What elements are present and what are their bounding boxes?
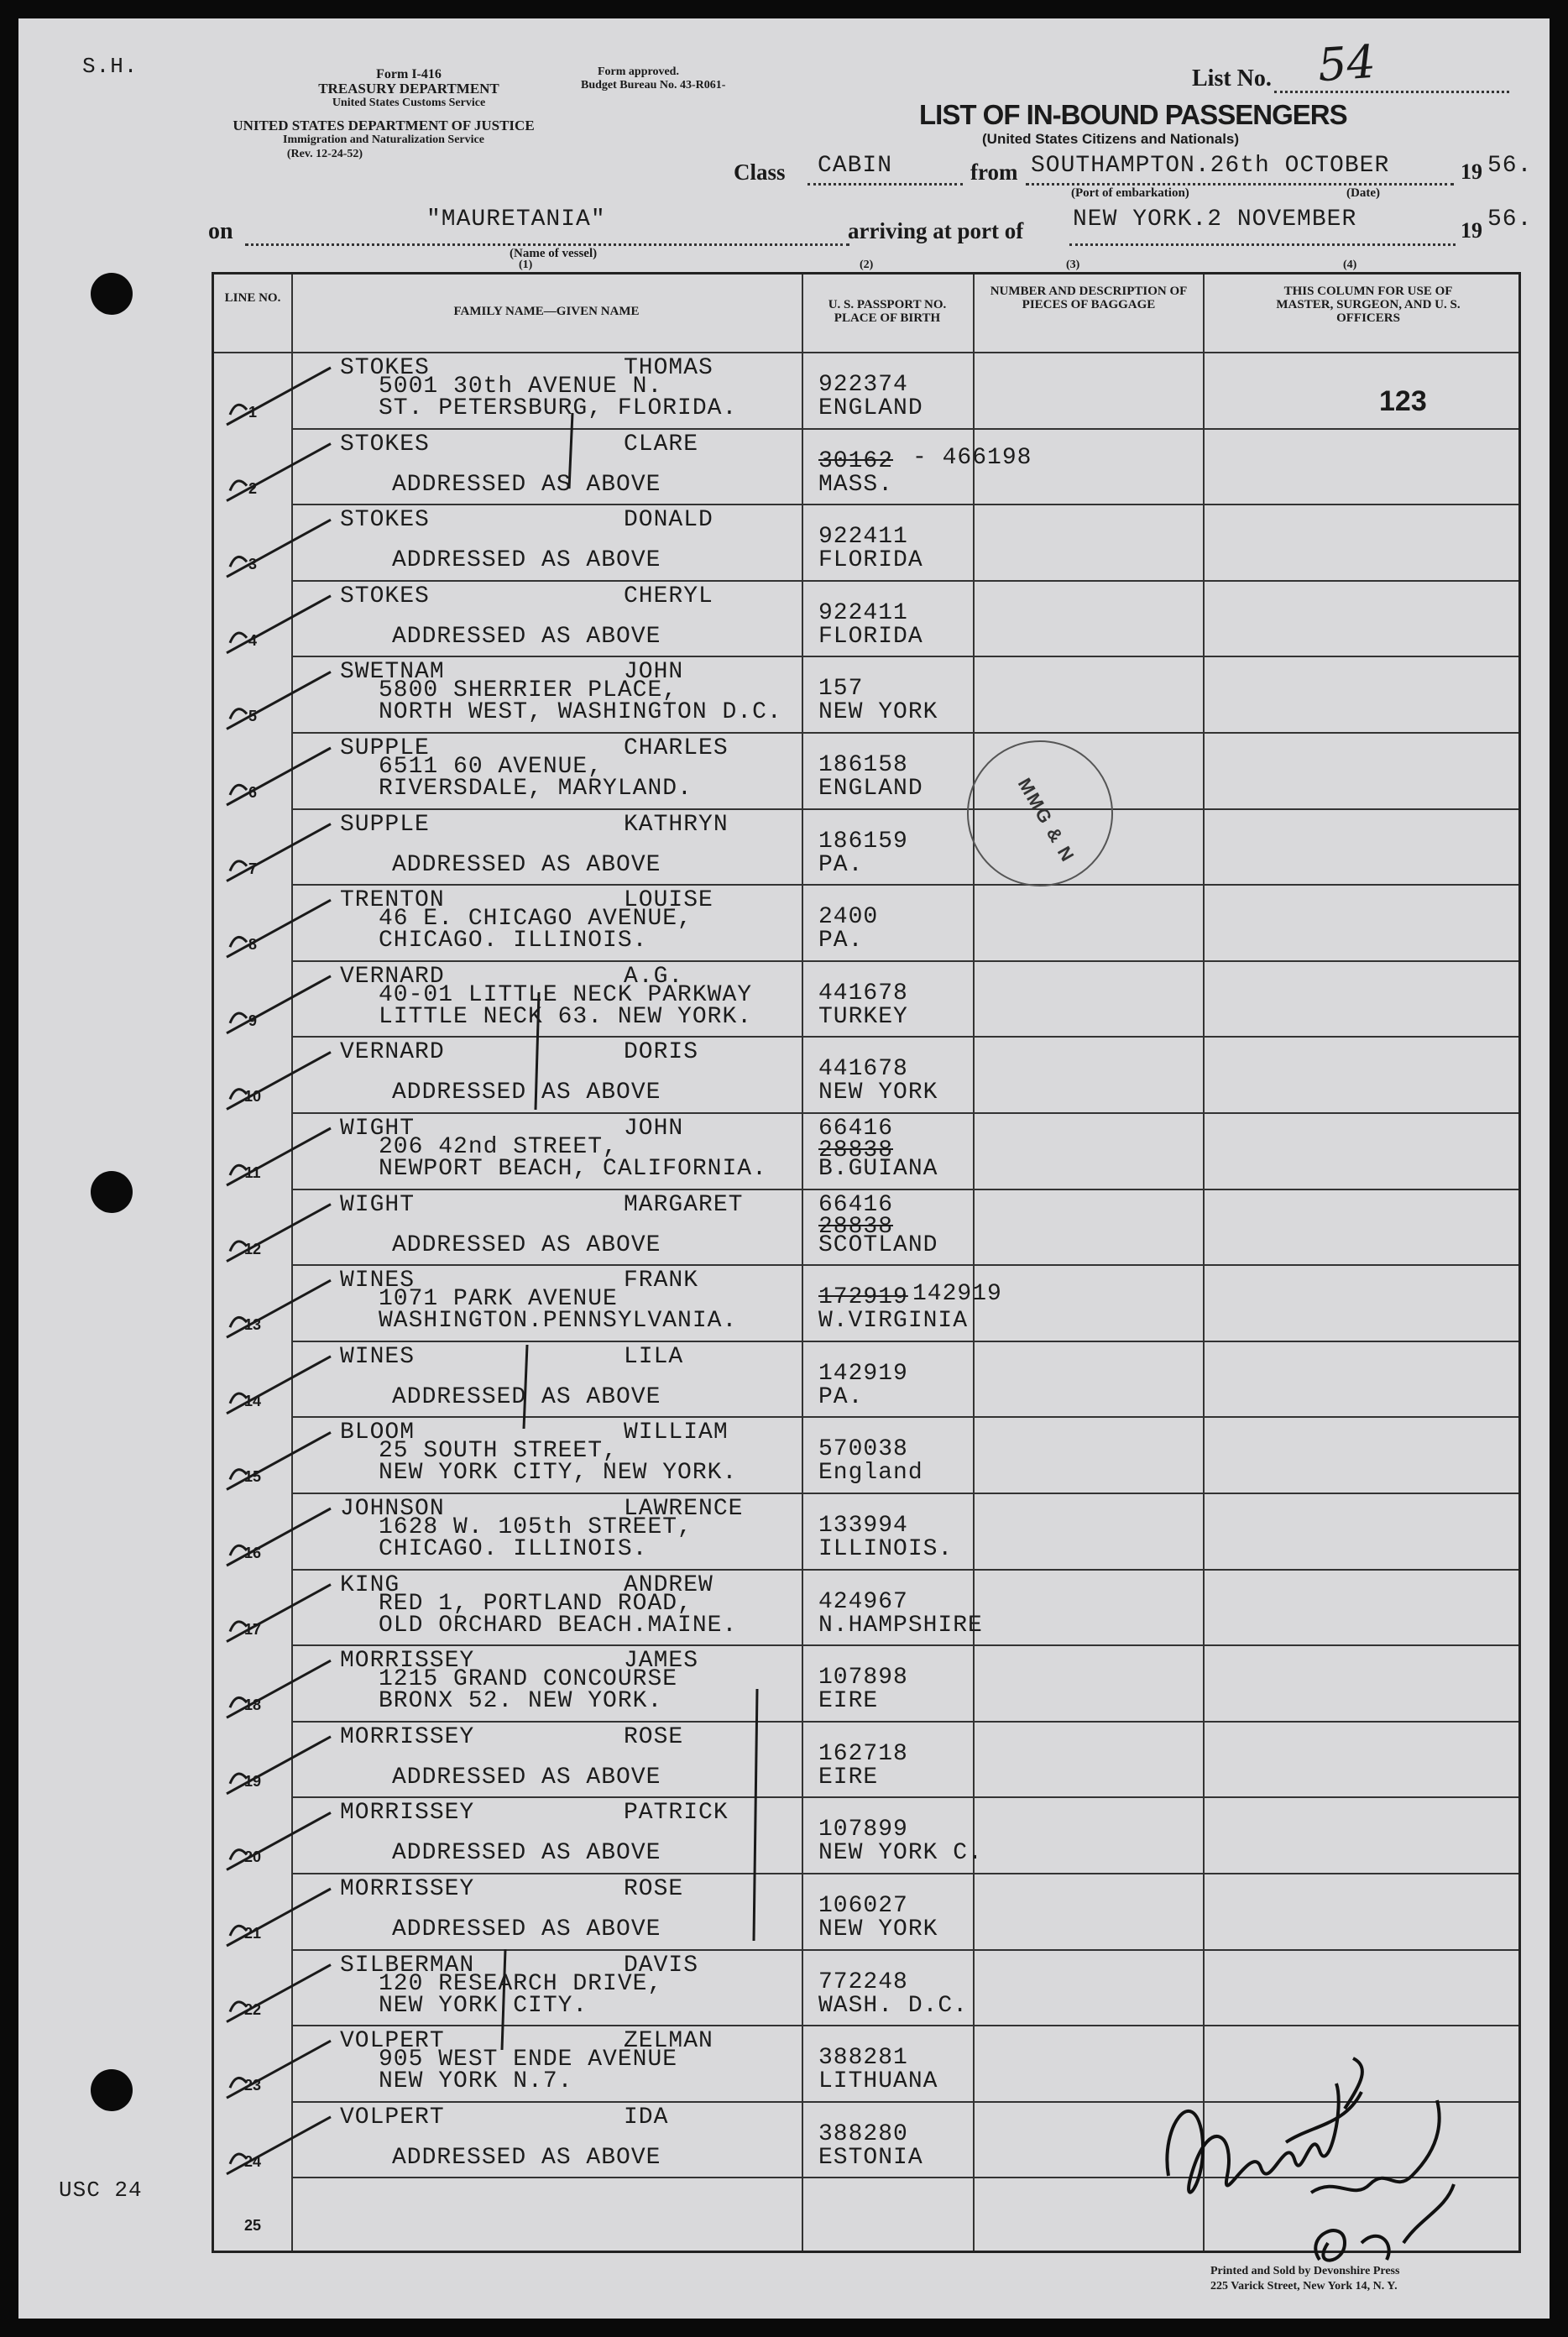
given-name: LAWRENCE — [624, 1496, 744, 1522]
family-name: SUPPLE — [340, 735, 430, 761]
family-name: MORRISSEY — [340, 1723, 475, 1750]
place-of-birth: ENGLAND — [818, 776, 923, 802]
check-mark — [227, 368, 331, 425]
page-title: LIST OF IN-BOUND PASSENGERS — [919, 99, 1347, 130]
given-name: WILLIAM — [624, 1419, 729, 1446]
address-line-1: 40-01 LITTLE NECK PARKWAY — [379, 981, 753, 1008]
address-line-2: NORTH WEST, WASHINGTON D.C. — [379, 699, 782, 726]
check-mark — [227, 2041, 331, 2098]
passport-number: 142919 — [818, 1360, 908, 1387]
passport-number: 922411 — [818, 599, 908, 626]
line-number: 1 — [248, 404, 257, 421]
address-line-2: ADDRESSED AS ABOVE — [392, 1840, 661, 1867]
passport-struck: 28838 — [818, 1213, 894, 1240]
line-number: 25 — [243, 2217, 262, 2235]
line-number: 3 — [248, 556, 257, 573]
place-of-birth: England — [818, 1460, 923, 1487]
address-line-2: OLD ORCHARD BEACH.MAINE. — [379, 1612, 738, 1639]
line-number: 21 — [243, 1925, 262, 1942]
vessel-name: "MAURETANIA" — [426, 207, 606, 233]
address-line-1: 46 E. CHICAGO AVENUE, — [379, 906, 693, 933]
family-name: VOLPERT — [340, 2104, 445, 2130]
given-name: LILA — [624, 1343, 684, 1370]
given-name: JAMES — [624, 1648, 699, 1675]
address-line-1: 5001 30th AVENUE N. — [379, 374, 663, 400]
address-line-1: 1628 W. 105th STREET, — [379, 1514, 693, 1540]
line-number: 9 — [248, 1012, 257, 1029]
passport-number: 162718 — [818, 1740, 908, 1767]
address-line-2: ADDRESSED AS ABOVE — [392, 623, 661, 650]
place-of-birth: NEW YORK — [818, 699, 938, 726]
from-label: from — [970, 159, 1018, 185]
passport-number: 922374 — [818, 372, 908, 398]
passport-number: 772248 — [818, 1968, 908, 1995]
line-number: 6 — [248, 784, 257, 801]
given-name: THOMAS — [624, 355, 713, 381]
form-number: Form I-416 — [376, 67, 442, 81]
place-of-birth: WASH. D.C. — [818, 1992, 969, 2019]
check-mark — [227, 1965, 331, 2022]
place-of-birth: SCOTLAND — [818, 1231, 938, 1258]
officers-note: 123 — [1379, 385, 1427, 417]
check-mark — [227, 976, 331, 1033]
pen-stroke — [536, 992, 539, 1110]
pen-stroke — [569, 413, 572, 489]
address-line-2: ST. PETERSBURG, FLORIDA. — [379, 395, 738, 421]
check-mark — [227, 2117, 331, 2174]
address-line-2: ADDRESSED AS ABOVE — [392, 1080, 661, 1106]
given-name: ROSE — [624, 1876, 684, 1902]
given-name: ROSE — [624, 1723, 684, 1750]
passport-correction: - 466198 — [912, 444, 1032, 471]
family-name: SWETNAM — [340, 659, 445, 686]
family-name: MORRISSEY — [340, 1800, 475, 1827]
address-line-2: NEW YORK CITY, NEW YORK. — [379, 1460, 738, 1487]
passport-struck: 172919 — [818, 1284, 908, 1311]
given-name: MARGARET — [624, 1191, 744, 1218]
line-number: 15 — [243, 1468, 262, 1486]
year-prefix: 19 — [1461, 159, 1482, 184]
line-number: 7 — [248, 860, 257, 877]
address-line-2: ADDRESSED AS ABOVE — [392, 471, 661, 498]
line-number: 16 — [243, 1545, 262, 1561]
line-number: 22 — [243, 2000, 262, 2018]
check-mark — [227, 1889, 331, 1946]
check-mark — [227, 1432, 331, 1489]
given-name: PATRICK — [624, 1800, 729, 1827]
place-of-birth: B.GUIANA — [818, 1156, 938, 1182]
passenger-list-document — [18, 18, 1550, 2319]
line-number: 8 — [248, 936, 257, 954]
place-of-birth: PA. — [818, 851, 864, 878]
address-line-2: WASHINGTON.PENNSYLVANIA. — [379, 1308, 738, 1335]
passport-number: 186158 — [818, 752, 908, 778]
passport-number: 107898 — [818, 1665, 908, 1691]
check-mark — [227, 1660, 331, 1717]
passport-number: 157 — [818, 676, 864, 703]
port-caption: (Port of embarkation) — [1071, 186, 1189, 200]
customs-service: United States Customs Service — [332, 97, 486, 109]
family-name: STOKES — [340, 431, 430, 457]
place-of-birth: FLORIDA — [818, 547, 923, 574]
col-header-name: FAMILY NAME—GIVEN NAME — [453, 305, 640, 318]
passport-number: 106027 — [818, 1893, 908, 1919]
col-number-4: (4) — [1343, 259, 1357, 271]
line-number: 11 — [244, 1164, 261, 1181]
place-of-birth: EIRE — [818, 1764, 879, 1791]
col-header-line: LINE NO. — [224, 291, 281, 305]
check-mark — [227, 900, 331, 957]
place-of-birth: W.VIRGINIA — [818, 1308, 969, 1335]
address-line-1: 1071 PARK AVENUE — [379, 1286, 618, 1313]
vessel-caption: (Name of vessel) — [510, 247, 598, 260]
family-name: BLOOM — [340, 1419, 416, 1446]
passport-struck: 28838 — [818, 1137, 894, 1163]
address-line-2: RIVERSDALE, MARYLAND. — [379, 776, 693, 802]
class-value: CABIN — [818, 153, 893, 179]
officer-signature — [1143, 2033, 1496, 2277]
address-line-2: ADDRESSED AS ABOVE — [392, 1916, 661, 1942]
family-name: STOKES — [340, 355, 430, 381]
line-number: 24 — [243, 2152, 262, 2170]
treasury-department: TREASURY DEPARTMENT — [318, 81, 499, 97]
passport-number: 107899 — [818, 1817, 908, 1843]
line-number: 13 — [243, 1316, 262, 1334]
arrival-year: 56. — [1487, 207, 1533, 233]
check-mark — [227, 1508, 331, 1566]
address-line-1: 120 RESEARCH DRIVE, — [379, 1970, 663, 1997]
pen-stroke — [502, 1949, 505, 2050]
address-line-2: ADDRESSED AS ABOVE — [392, 1231, 661, 1258]
line-number: 18 — [243, 1697, 262, 1714]
given-name: ANDREW — [624, 1571, 713, 1598]
address-line-1: RED 1, PORTLAND ROAD, — [379, 1590, 693, 1617]
passport-number: 570038 — [818, 1436, 908, 1463]
family-name: WINES — [340, 1343, 416, 1370]
passport-number: 2400 — [818, 904, 879, 931]
check-mark — [227, 1205, 331, 1262]
arrival-value: NEW YORK.2 NOVEMBER — [1073, 207, 1357, 233]
list-no-label: List No. — [1192, 65, 1272, 91]
given-name: IDA — [624, 2104, 669, 2130]
place-of-birth: N.HAMPSHIRE — [818, 1612, 983, 1639]
place-of-birth: MASS. — [818, 471, 894, 498]
given-name: DAVIS — [624, 1952, 699, 1979]
given-name: JOHN — [624, 1116, 684, 1142]
check-mark — [227, 596, 331, 653]
given-name: LOUISE — [624, 887, 713, 914]
given-name: DORIS — [624, 1039, 699, 1066]
family-name: VOLPERT — [340, 2028, 445, 2055]
address-line-2: ADDRESSED AS ABOVE — [392, 2144, 661, 2171]
family-name: KING — [340, 1571, 400, 1598]
check-mark — [227, 1737, 331, 1794]
address-line-2: NEWPORT BEACH, CALIFORNIA. — [379, 1156, 767, 1182]
budget-bureau-text: Budget Bureau No. 43-R061- — [581, 79, 726, 91]
passport-number: 388280 — [818, 2120, 908, 2147]
passport-struck: 30162 — [818, 447, 894, 474]
col-number-1: (1) — [519, 259, 533, 271]
passport-correction: 142919 — [912, 1281, 1002, 1308]
printer-line-2: 225 Varick Street, New York 14, N. Y. — [1210, 2280, 1398, 2293]
col-number-2: (2) — [860, 259, 874, 271]
family-name: STOKES — [340, 507, 430, 534]
passport-number: 186159 — [818, 828, 908, 855]
col-header-passport: U. S. PASSPORT NO. PLACE OF BIRTH — [828, 298, 947, 325]
place-of-birth: LITHUANA — [818, 2068, 938, 2095]
given-name: JOHN — [624, 659, 684, 686]
form-revision: (Rev. 12-24-52) — [286, 148, 363, 160]
form-approved-text: Form approved. — [598, 65, 679, 78]
check-mark — [227, 824, 331, 881]
check-mark — [227, 1280, 331, 1337]
col-number-3: (3) — [1066, 259, 1080, 271]
family-name: WINES — [340, 1268, 416, 1294]
line-number: 12 — [243, 1240, 262, 1257]
place-of-birth: ENGLAND — [818, 395, 923, 421]
address-line-2: ADDRESSED AS ABOVE — [392, 1764, 661, 1791]
place-of-birth: PA. — [818, 928, 864, 954]
check-mark — [227, 444, 331, 501]
family-name: MORRISSEY — [340, 1648, 475, 1675]
check-mark — [227, 672, 331, 729]
address-line-1: 206 42nd STREET, — [379, 1134, 618, 1160]
family-name: STOKES — [340, 583, 430, 609]
given-name: CHERYL — [624, 583, 713, 609]
passport-number: 133994 — [818, 1513, 908, 1539]
doj-heading: UNITED STATES DEPARTMENT OF JUSTICE — [233, 118, 535, 133]
address-line-2: ADDRESSED AS ABOVE — [392, 547, 661, 574]
passport-number: 66416 — [818, 1191, 894, 1218]
given-name: FRANK — [624, 1268, 699, 1294]
family-name: JOHNSON — [340, 1496, 445, 1522]
passport-number: 922411 — [818, 524, 908, 551]
passport-number: 441678 — [818, 980, 908, 1006]
embarkation-year: 56. — [1487, 153, 1533, 179]
address-line-2: LITTLE NECK 63. NEW YORK. — [379, 1003, 753, 1030]
check-mark — [227, 1812, 331, 1869]
check-mark — [227, 1128, 331, 1185]
family-name: WIGHT — [340, 1116, 416, 1142]
list-no-value: 54 — [1315, 34, 1377, 92]
given-name: CHARLES — [624, 735, 729, 761]
address-line-2: BRONX 52. NEW YORK. — [379, 1688, 663, 1715]
place-of-birth: TURKEY — [818, 1003, 908, 1030]
margin-initials: S.H. — [82, 54, 139, 79]
line-number: 20 — [243, 1848, 262, 1866]
date-caption: (Date) — [1346, 186, 1380, 200]
check-mark — [227, 520, 331, 577]
given-name: ZELMAN — [624, 2028, 713, 2055]
address-line-2: NEW YORK N.7. — [379, 2068, 573, 2095]
family-name: SILBERMAN — [340, 1952, 475, 1979]
address-line-1: 6511 60 AVENUE, — [379, 754, 604, 780]
arriving-label: arriving at port of — [848, 218, 1024, 243]
passport-number: 441678 — [818, 1056, 908, 1083]
family-name: SUPPLE — [340, 811, 430, 838]
line-number: 14 — [243, 1392, 262, 1409]
on-label: on — [208, 218, 233, 244]
address-line-1: 905 WEST ENDE AVENUE — [379, 2047, 678, 2073]
check-mark — [227, 748, 331, 805]
place-of-birth: FLORIDA — [818, 623, 923, 650]
address-line-1: 25 SOUTH STREET, — [379, 1438, 618, 1465]
line-number: 2 — [248, 479, 257, 497]
place-of-birth: PA. — [818, 1383, 864, 1410]
line-number: 10 — [243, 1088, 262, 1106]
place-of-birth: NEW YORK C. — [818, 1840, 983, 1867]
passport-number: 424967 — [818, 1588, 908, 1615]
printer-line-1: Printed and Sold by Devonshire Press — [1210, 2265, 1400, 2277]
passport-number: 66416 — [818, 1116, 894, 1142]
check-mark — [227, 1357, 331, 1414]
given-name: A.G. — [624, 963, 684, 990]
stamp-text: MMG & N — [1013, 774, 1079, 866]
col-header-baggage: NUMBER AND DESCRIPTION OF PIECES OF BAGGAGE — [990, 285, 1188, 311]
address-line-1: 1215 GRAND CONCOURSE — [379, 1666, 678, 1693]
line-number: 19 — [243, 1772, 262, 1790]
address-line-2: CHICAGO. ILLINOIS. — [379, 1536, 648, 1562]
address-line-2: NEW YORK CITY. — [379, 1992, 588, 2019]
check-mark — [227, 1052, 331, 1109]
family-name: VERNARD — [340, 963, 445, 990]
class-label: Class — [734, 159, 786, 185]
place-of-birth: ILLINOIS. — [818, 1536, 954, 1562]
line-number: 5 — [248, 708, 257, 725]
place-of-birth: NEW YORK — [818, 1080, 938, 1106]
ins-heading: Immigration and Naturalization Service — [283, 133, 484, 146]
given-name: KATHRYN — [624, 811, 729, 838]
address-line-2: ADDRESSED AS ABOVE — [392, 1383, 661, 1410]
page-subtitle: (United States Citizens and Nationals) — [982, 131, 1240, 147]
pen-stroke — [754, 1689, 757, 1941]
line-number: 23 — [243, 2077, 262, 2094]
check-marks — [18, 18, 1550, 2319]
line-number: 17 — [243, 1620, 262, 1638]
year-prefix-2: 19 — [1461, 218, 1482, 243]
address-line-1: 5800 SHERRIER PLACE, — [379, 677, 678, 704]
given-name: CLARE — [624, 431, 699, 457]
family-name: VERNARD — [340, 1039, 445, 1066]
margin-stamp-code: USC 24 — [59, 2178, 143, 2203]
address-line-2: CHICAGO. ILLINOIS. — [379, 928, 648, 954]
line-number: 4 — [248, 631, 257, 649]
place-of-birth: NEW YORK — [818, 1916, 938, 1942]
address-line-2: ADDRESSED AS ABOVE — [392, 851, 661, 878]
place-of-birth: EIRE — [818, 1688, 879, 1715]
pen-stroke — [524, 1345, 527, 1429]
place-of-birth: ESTONIA — [818, 2144, 923, 2171]
col-header-officers: THIS COLUMN FOR USE OF MASTER, SURGEON, AND U. S. OFFICERS — [1276, 285, 1461, 325]
check-mark — [227, 1585, 331, 1642]
family-name: TRENTON — [340, 887, 445, 914]
family-name: WIGHT — [340, 1191, 416, 1218]
embarkation-value: SOUTHAMPTON.26th OCTOBER — [1031, 153, 1390, 179]
passport-number: 388281 — [818, 2045, 908, 2072]
family-name: MORRISSEY — [340, 1876, 475, 1902]
given-name: DONALD — [624, 507, 713, 534]
